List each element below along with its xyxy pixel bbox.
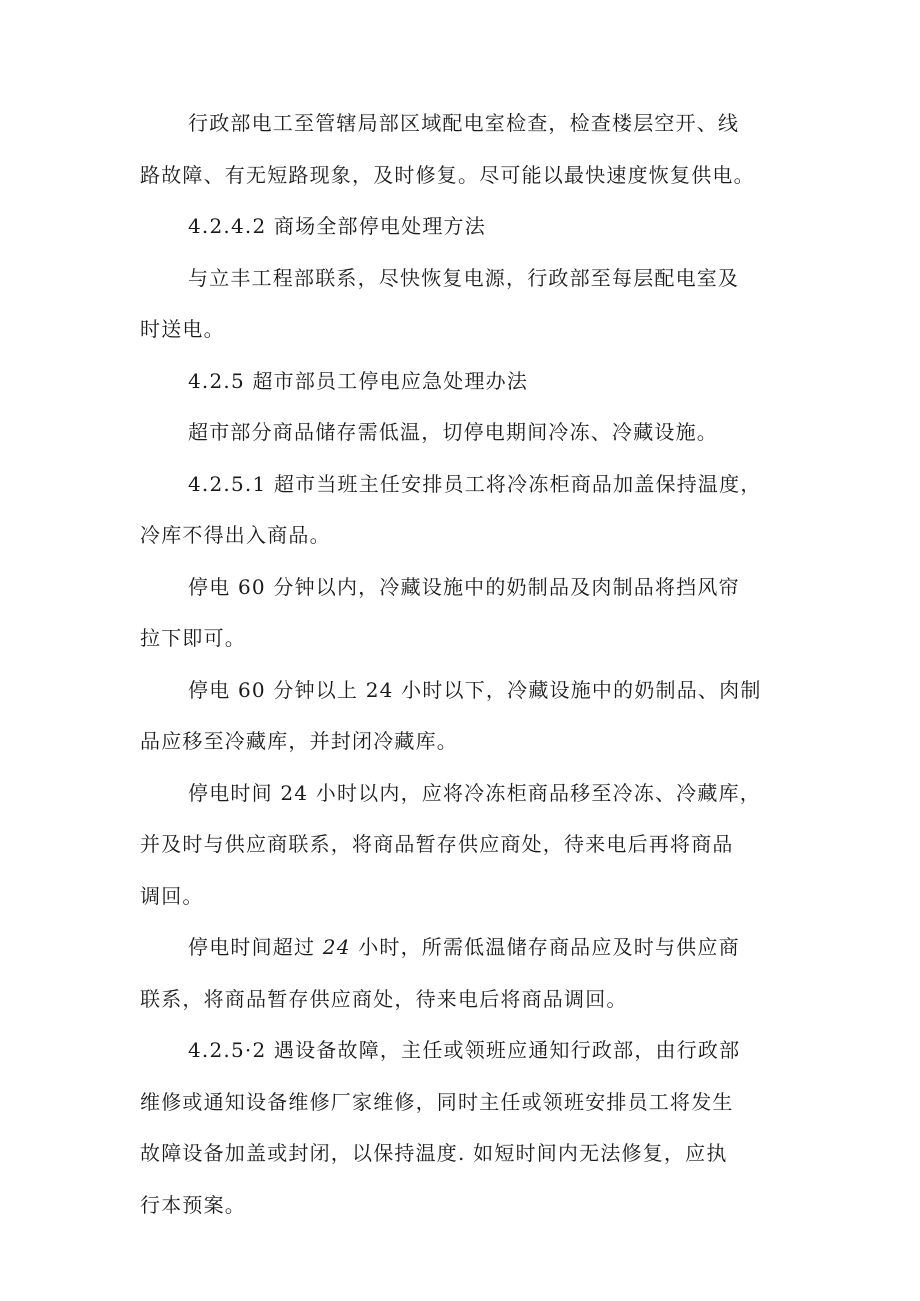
paragraph-line: 联系，将商品暂存供应商处，待来电后将商品调回。 [140,986,628,1011]
paragraph-line: 4.2.5·2 遇设备故障，主任或领班应通知行政部，由行政部 [188,1038,741,1062]
paragraph-line: 停电时间 24 小时以内，应将冷冻柜商品移至冷冻、冷藏库， [188,780,761,805]
paragraph-line: 时送电。 [140,317,225,341]
section-heading: 4.2.4.2 商场全部停电处理方法 [188,214,486,238]
section-heading: 4.2.5 超市部员工停电应急处理办法 [188,368,529,393]
document-body [140,98,800,1231]
paragraph-line: 行政部电工至管辖局部区域配电室检查，检查楼层空开、线 [188,111,740,135]
paragraph-line: 停电 60 分钟以上 24 小时以下，冷藏设施中的奶制品、肉制 [188,677,762,702]
paragraph-line: 调回。 [140,883,204,908]
paragraph-line: 故障设备加盖或封闭，以保持温度. 如短时间内无法修复，应执 [140,1141,728,1165]
paragraph-line: 停电 60 分钟以内，冷藏设施中的奶制品及肉制品将挡风帘 [188,574,740,599]
paragraph-line: 与立丰工程部联系，尽快恢复电源，行政部至每层配电室及 [188,265,740,290]
line-segment: 停电时间超过 [188,935,316,959]
paragraph-line: 拉下即可。 [140,626,246,650]
paragraph-line: 4.2.5.1 超市当班主任安排员工将冷冻柜商品加盖保持温度， [188,471,762,496]
paragraph-line: 并及时与供应商联系，将商品暂存供应商处，待来电后再将商品 [140,832,734,856]
paragraph-line: 冷库不得出入商品。 [140,523,331,547]
line-segment: 小时，所需低温储存商品应及时与供应商 [358,935,740,959]
italic-number: 24 [322,935,351,959]
paragraph-line: 路故障、有无短路现象，及时修复。尽可能以最快速度恢复供电。 [140,162,755,187]
paragraph-line: 维修或通知设备维修厂家维修，同时主任或领班安排员工将发生 [140,1089,734,1114]
paragraph-line [140,922,800,974]
paragraph-line: 品应移至冷藏库，并封闭冷藏库。 [140,729,458,753]
paragraph-line: 超市部分商品储存需低温，切停电期间冷冻、冷藏设施。 [188,420,718,444]
paragraph-line: 行本预案。 [140,1192,246,1217]
